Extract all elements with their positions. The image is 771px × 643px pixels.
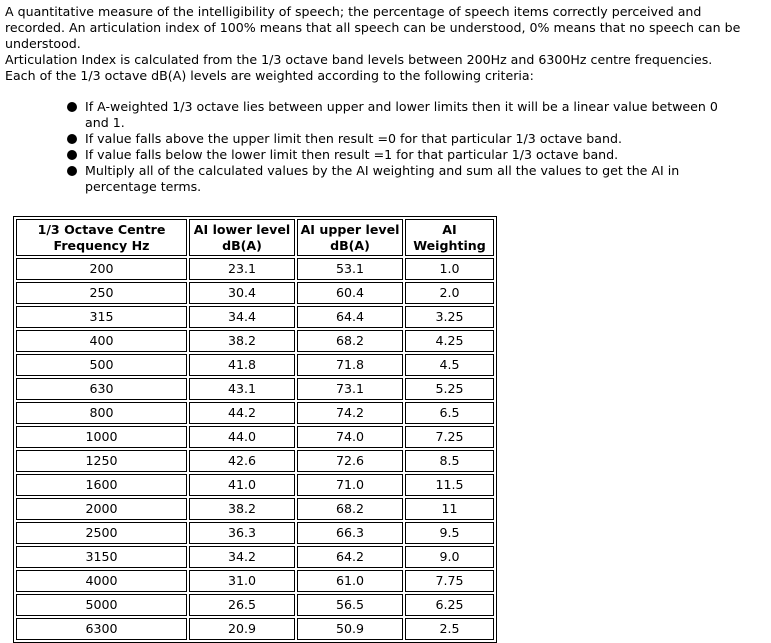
cell-upper-level: 50.9 (297, 618, 403, 640)
table-header-row (16, 219, 494, 256)
cell-frequency: 800 (16, 402, 187, 424)
intro-text (5, 4, 765, 84)
cell-frequency: 500 (16, 354, 187, 376)
cell-weighting: 6.25 (405, 594, 494, 616)
cell-lower-level: 42.6 (189, 450, 295, 472)
cell-weighting: 7.25 (405, 426, 494, 448)
cell-weighting: 8.5 (405, 450, 494, 472)
cell-upper-level: 71.8 (297, 354, 403, 376)
table-row (16, 546, 494, 568)
cell-lower-level: 41.8 (189, 354, 295, 376)
cell-weighting: 11 (405, 498, 494, 520)
criteria-text: If A-weighted 1/3 octave lies between upper and lower limits then it will be a linear value between 0 and 1. (85, 99, 718, 130)
table-row (16, 594, 494, 616)
cell-frequency: 5000 (16, 594, 187, 616)
cell-weighting: 1.0 (405, 258, 494, 280)
cell-upper-level: 53.1 (297, 258, 403, 280)
cell-lower-level: 36.3 (189, 522, 295, 544)
cell-weighting: 3.25 (405, 306, 494, 328)
cell-upper-level: 71.0 (297, 474, 403, 496)
header-frequency: 1/3 Octave Centre Frequency Hz (16, 219, 187, 256)
cell-upper-level: 68.2 (297, 330, 403, 352)
criteria-list (66, 99, 726, 195)
table-row (16, 474, 494, 496)
cell-upper-level: 68.2 (297, 498, 403, 520)
bullet-icon (67, 102, 77, 112)
cell-frequency: 2500 (16, 522, 187, 544)
table-body (16, 258, 494, 640)
table-row (16, 450, 494, 472)
bullet-icon (67, 166, 77, 176)
header-weighting: AI Weighting (405, 219, 494, 256)
cell-frequency: 250 (16, 282, 187, 304)
cell-frequency: 1600 (16, 474, 187, 496)
cell-lower-level: 30.4 (189, 282, 295, 304)
table-row (16, 570, 494, 592)
cell-upper-level: 61.0 (297, 570, 403, 592)
cell-upper-level: 66.3 (297, 522, 403, 544)
cell-frequency: 630 (16, 378, 187, 400)
calculation-range-text: Articulation Index is calculated from the 1/3 octave band levels between 200Hz and 6300Hz centre frequencies. (5, 52, 713, 67)
cell-lower-level: 38.2 (189, 330, 295, 352)
definition-paragraph: A quantitative measure of the intelligibility of speech; the percentage of speech items correctly perceived and recorded. An articulation index of 100% means that all speech can be understood, 0% means that no speech can be understood. (5, 4, 741, 51)
header-lower-level: AI lower level dB(A) (189, 219, 295, 256)
cell-weighting: 9.5 (405, 522, 494, 544)
cell-weighting: 6.5 (405, 402, 494, 424)
cell-weighting: 7.75 (405, 570, 494, 592)
cell-weighting: 2.0 (405, 282, 494, 304)
cell-frequency: 200 (16, 258, 187, 280)
cell-frequency: 400 (16, 330, 187, 352)
cell-weighting: 4.5 (405, 354, 494, 376)
table-row (16, 402, 494, 424)
cell-upper-level: 72.6 (297, 450, 403, 472)
cell-lower-level: 38.2 (189, 498, 295, 520)
cell-lower-level: 31.0 (189, 570, 295, 592)
cell-upper-level: 60.4 (297, 282, 403, 304)
cell-frequency: 4000 (16, 570, 187, 592)
cell-lower-level: 44.0 (189, 426, 295, 448)
cell-lower-level: 20.9 (189, 618, 295, 640)
table-row (16, 330, 494, 352)
table-row (16, 618, 494, 640)
table-row (16, 426, 494, 448)
table-row (16, 498, 494, 520)
cell-weighting: 11.5 (405, 474, 494, 496)
criteria-text: Multiply all of the calculated values by the AI weighting and sum all the values to get the AI in percentage terms. (85, 163, 680, 194)
criteria-item (66, 131, 726, 147)
cell-frequency: 315 (16, 306, 187, 328)
cell-upper-level: 74.0 (297, 426, 403, 448)
cell-weighting: 4.25 (405, 330, 494, 352)
cell-weighting: 9.0 (405, 546, 494, 568)
criteria-text: If value falls above the upper limit then result =0 for that particular 1/3 octave band. (85, 131, 622, 146)
cell-lower-level: 44.2 (189, 402, 295, 424)
cell-lower-level: 43.1 (189, 378, 295, 400)
table-row (16, 522, 494, 544)
ai-weighting-table (13, 216, 497, 643)
table-row (16, 282, 494, 304)
cell-lower-level: 34.2 (189, 546, 295, 568)
cell-frequency: 1250 (16, 450, 187, 472)
table-row (16, 306, 494, 328)
table-row (16, 258, 494, 280)
cell-upper-level: 73.1 (297, 378, 403, 400)
cell-upper-level: 64.2 (297, 546, 403, 568)
cell-frequency: 3150 (16, 546, 187, 568)
cell-frequency: 1000 (16, 426, 187, 448)
cell-lower-level: 41.0 (189, 474, 295, 496)
cell-upper-level: 64.4 (297, 306, 403, 328)
cell-lower-level: 23.1 (189, 258, 295, 280)
cell-upper-level: 56.5 (297, 594, 403, 616)
criteria-item (66, 99, 726, 131)
bullet-icon (67, 150, 77, 160)
cell-weighting: 2.5 (405, 618, 494, 640)
criteria-item (66, 163, 726, 195)
cell-upper-level: 74.2 (297, 402, 403, 424)
cell-frequency: 6300 (16, 618, 187, 640)
cell-lower-level: 26.5 (189, 594, 295, 616)
table-row (16, 378, 494, 400)
cell-lower-level: 34.4 (189, 306, 295, 328)
cell-weighting: 5.25 (405, 378, 494, 400)
bullet-icon (67, 134, 77, 144)
criteria-item (66, 147, 726, 163)
header-upper-level: AI upper level dB(A) (297, 219, 403, 256)
criteria-text: If value falls below the lower limit then result =1 for that particular 1/3 octave band. (85, 147, 619, 162)
table-row (16, 354, 494, 376)
cell-frequency: 2000 (16, 498, 187, 520)
weighting-intro-text: Each of the 1/3 octave dB(A) levels are weighted according to the following criteria: (5, 68, 534, 83)
